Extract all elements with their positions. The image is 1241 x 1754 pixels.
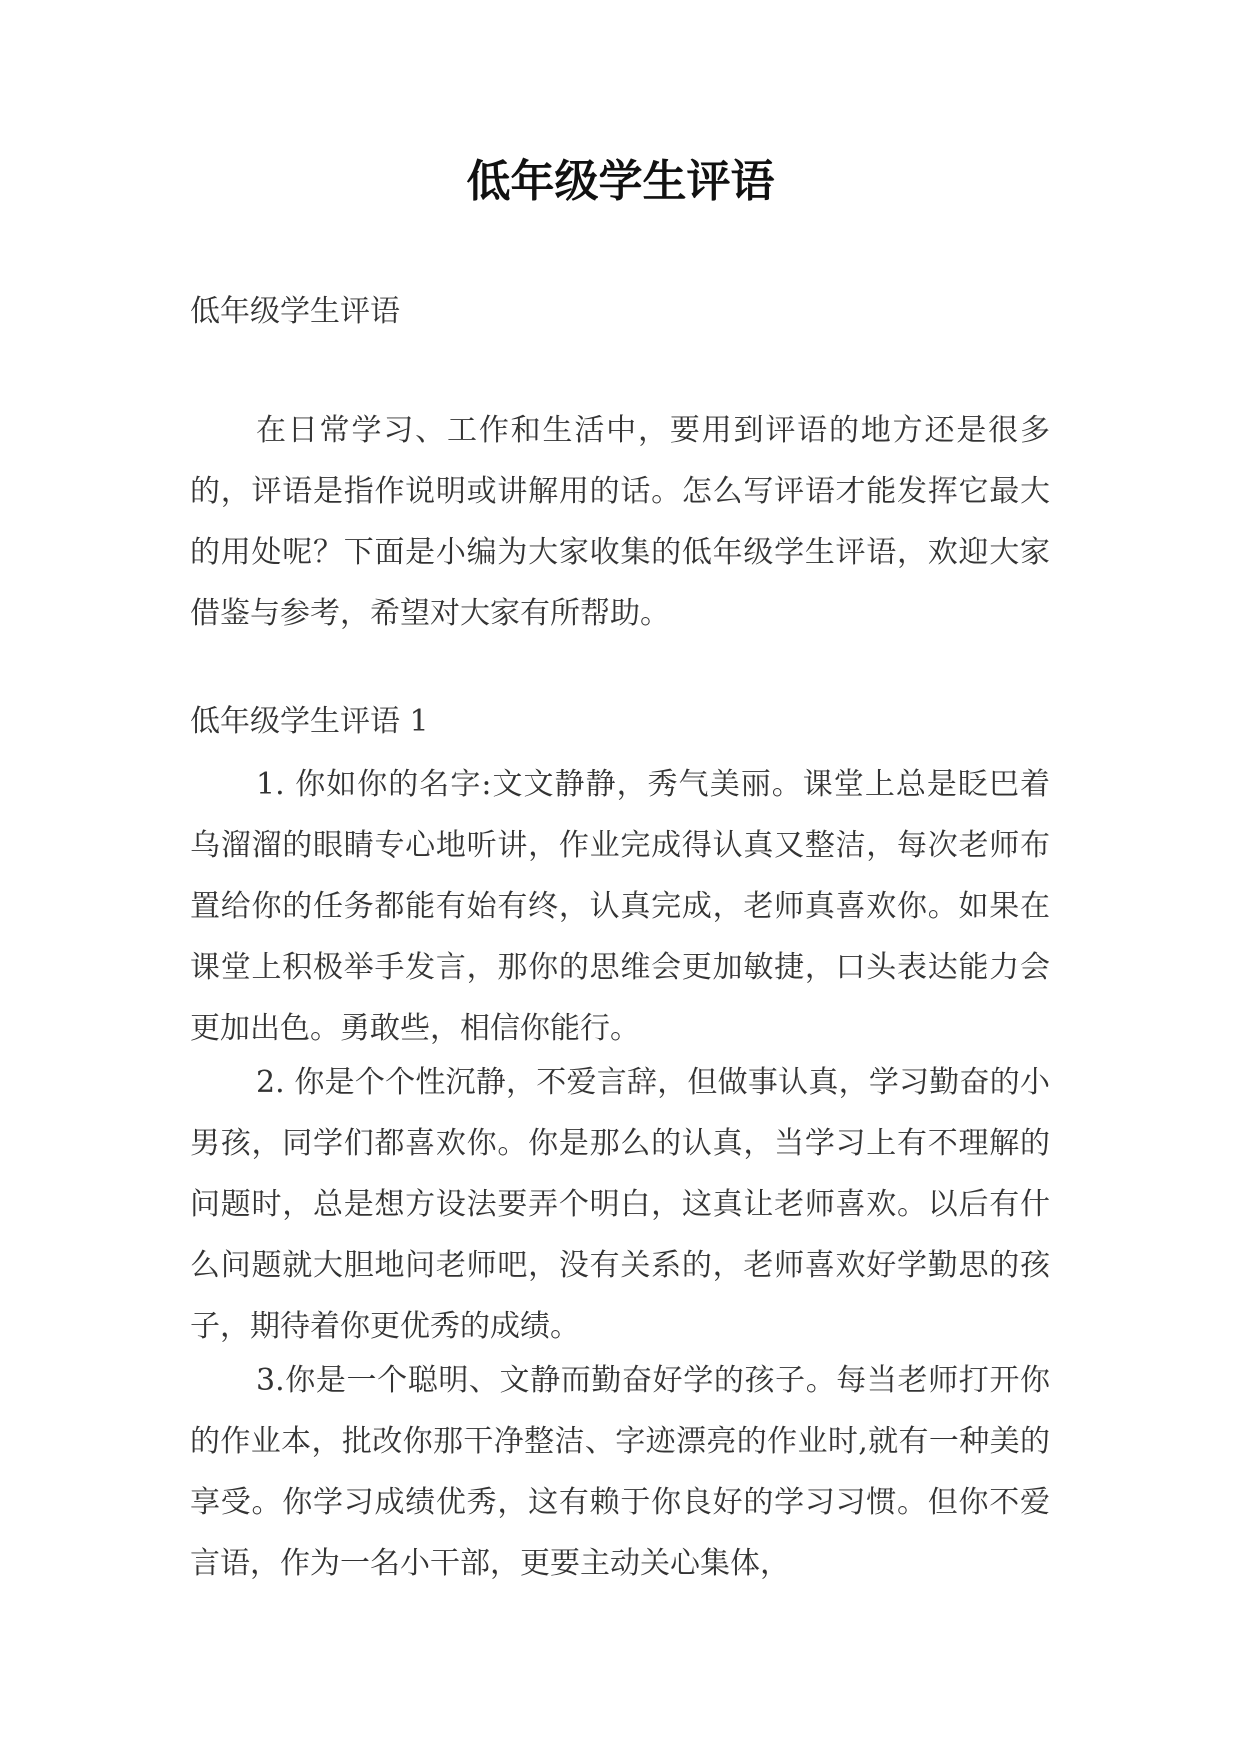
section-heading: 低年级学生评语 1 [190,704,429,739]
document-subtitle: 低年级学生评语 [190,294,400,329]
document-title: 低年级学生评语 [466,156,775,207]
intro-paragraph: 在日常学习、工作和生活中，要用到评语的地方还是很多的，评语是指作说明或讲解用的话。怎么写评语才能发挥它最大的用处呢？下面是小编为大家收集的低年级学生评语，欢迎大家借鉴与参考，希望对大家有所帮助。 [190,413,1050,631]
comment-paragraph-3: 3.你是一个聪明、文静而勤奋好学的孩子。每当老师打开你的作业本，批改你那干净整洁、字迹漂亮的作业时,就有一种美的享受。你学习成绩优秀，这有赖于你良好的学习习惯。但你不爱言语，作为一名小干部，更要主动关心集体， [190,1363,1050,1581]
comment-paragraph-2: 2. 你是个个性沉静，不爱言辞，但做事认真，学习勤奋的小男孩，同学们都喜欢你。你是那么的认真，当学习上有不理解的问题时，总是想方设法要弄个明白，这真让老师喜欢。以后有什么问题就大胆地问老师吧，没有关系的，老师喜欢好学勤思的孩子，期待着你更优秀的成绩。 [190,1065,1050,1344]
comment-paragraph-1: 1. 你如你的名字:文文静静，秀气美丽。课堂上总是眨巴着乌溜溜的眼睛专心地听讲，作业完成得认真又整洁，每次老师布置给你的任务都能有始有终，认真完成，老师真喜欢你。如果在课堂上积极举手发言，那你的思维会更加敏捷，口头表达能力会更加出色。勇敢些，相信你能行。 [190,767,1050,1046]
